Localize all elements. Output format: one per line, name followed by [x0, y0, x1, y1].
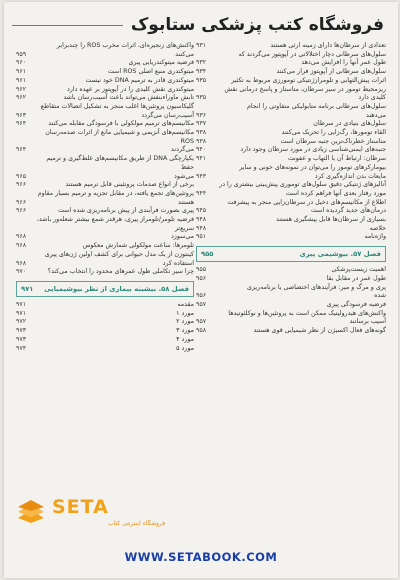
toc-entry-page: ۹۴۸	[196, 216, 207, 224]
header-rule	[12, 25, 123, 26]
toc-entry-text: گونه‌های فعال اکسیژن از نظر شیمیایی قوی هستند	[253, 327, 386, 335]
toc-entry	[16, 233, 194, 242]
chapter-57-heading	[196, 246, 386, 262]
toc-entry-page: ۹۷۳	[16, 327, 27, 335]
toc-entry-page: ۹۴۴	[196, 189, 207, 197]
toc-entry	[16, 42, 194, 51]
toc-entry-page: ۹۳۲	[196, 59, 207, 67]
toc-entry	[16, 146, 194, 155]
toc-entry-page: ۹۶۱	[16, 76, 27, 84]
toc-entry	[16, 327, 194, 336]
toc-entry	[16, 336, 194, 345]
toc-entry-text: درمان‌های جدید گردیده است	[310, 207, 386, 215]
toc-entry	[196, 292, 386, 301]
toc-entry-page: ۹۳۸	[196, 129, 207, 137]
toc-entry-page: ۹۵۷	[196, 318, 207, 326]
toc-entry	[16, 301, 194, 310]
toc-entry-page: ۹۳۵	[196, 76, 207, 84]
toc-entry-text: واکنش‌های زنجیره‌ای، اثرات مخرب ROS را چندبرابر	[56, 42, 194, 49]
toc-right-list	[196, 42, 386, 242]
toc-entry	[196, 86, 386, 95]
toc-entry-text: آسیب برسانند	[349, 318, 386, 326]
toc-entry	[196, 77, 386, 86]
chapter-58-heading	[16, 281, 194, 297]
toc-entry-page: ۹۶۸	[16, 242, 27, 250]
toc-entry	[196, 146, 386, 155]
toc-entry-text: پروتئین‌های تجمع یافته، در مقابل تجزیه و ترمیم بسیار مقاوم	[37, 189, 194, 197]
toc-entry	[196, 120, 386, 129]
toc-entry-text: میتوکندری نقش کلیدی را در آپوپتوز بر عهده دارد	[66, 85, 194, 93]
toc-left-list-2	[16, 301, 194, 353]
toc-entry-text: ریزمحیط تومور در سیر سرطان، متاستاز و پاسخ درمانی نقش	[224, 85, 386, 93]
toc-entry-text: سلول‌های بنیادی در سرطان	[313, 120, 386, 128]
page-title: فروشگاه کتب پزشکی ستابوک	[130, 15, 384, 35]
toc-entry-text: مورد ۳	[176, 327, 194, 335]
toc-left-list	[16, 42, 194, 277]
toc-entry-text: طول عمر در مقابل بقا	[326, 274, 386, 282]
toc-entry-text: پری و مرگ و میر: فرآیندهای اختصاصی یا برنامه‌ریزی	[247, 283, 386, 291]
toc-entry	[16, 103, 194, 112]
toc-entry-page: ۹۶۲	[16, 85, 27, 93]
toc-entry-page: ۹۵۸	[196, 327, 207, 335]
toc-entry	[16, 268, 194, 277]
toc-entry-page: ۹۶۱	[16, 68, 27, 76]
toc-entry-page: ۹۶۲	[16, 94, 27, 102]
toc-entry-text: تلومرها: ساعت مولکولی شمارش معکوس	[82, 242, 194, 250]
toc-entry-text: واکنش‌های هیدرولیتیک ممکن است به پروتئین‌ها و نوکلئوتیدها	[228, 309, 386, 317]
chapter-57-title: فصل ۵۷. بیوشیمی پیری	[299, 250, 381, 259]
toc-entry	[196, 164, 386, 173]
toc-entry-page: ۹۴۱	[196, 155, 207, 163]
toc-entry	[196, 207, 386, 216]
toc-entry-text: می‌شود	[174, 172, 194, 180]
toc-entry	[16, 59, 194, 68]
chapter-57-page: ۹۵۵	[201, 250, 214, 259]
toc-entry-text: اهمیت زیست‌پزشکی	[331, 266, 386, 274]
toc-entry-text: کلیدی دارد	[358, 94, 386, 102]
toc-entry	[196, 266, 386, 275]
toc-entry-text: می‌سوزد	[171, 233, 194, 241]
toc-entry	[16, 207, 194, 216]
toc-entry	[196, 155, 386, 164]
toc-entry-page: ۹۶۰	[16, 59, 27, 67]
toc-entry-text: سلول‌های سرطانی از آپوپتوز فرار می‌کنند	[276, 68, 386, 76]
toc-entry	[196, 103, 386, 112]
toc-entry	[196, 173, 386, 182]
toc-entry	[196, 68, 386, 77]
book-page	[4, 2, 398, 578]
toc-entry	[196, 190, 386, 199]
logo-brand: SETA	[52, 496, 109, 518]
toc-entry-text: واژه‌نامه	[364, 233, 386, 241]
toc-entry	[196, 112, 386, 121]
toc-right-column	[196, 42, 386, 336]
toc-entry-page: ۹۴۸	[196, 224, 207, 232]
toc-entry-text: میتوکندری قادر به ترمیم DNA خود نیست	[85, 76, 194, 84]
page-header	[12, 10, 384, 40]
toc-entry-page: ۹۶۴	[16, 146, 27, 154]
toc-entry	[16, 173, 194, 182]
toc-entry-page: ۹۷۴	[16, 344, 27, 352]
toc-entry-text: مایعات بدن اندازه‌گیری کرد	[314, 172, 386, 180]
toc-entry-page: ۹۵۵	[196, 266, 207, 274]
toc-entry	[16, 216, 194, 233]
toc-entry-text: پیری بصورت فرآیندی از پیش برنامه‌ریزی شده است	[57, 207, 194, 215]
toc-entry-text: تابش ماوراءبنفش می‌تواند باعث آسیب‌رسان باشد	[63, 94, 194, 102]
toc-entry-page: ۹۶۶	[16, 198, 27, 206]
toc-entry-page: ۹۴۰	[196, 146, 207, 154]
toc-entry-text: شده	[374, 292, 386, 300]
toc-entry-page: ۹۳۱	[196, 42, 207, 49]
toc-entry-text: آنالیزهای ژنتیکی دقیق سلول‌های توموری پیش‌بینی بیشتری را در	[219, 181, 386, 189]
toc-entry	[16, 86, 194, 95]
toc-entry-text: مورد ۴	[176, 335, 194, 343]
toc-entry	[196, 94, 386, 103]
toc-entry-text: بسیاری از سرطان‌ها قابل پیشگیری هستند	[275, 216, 386, 224]
toc-entry-text: مکانیسم‌های آنزیمی و شیمیایی مانع از اثرات صدمه‌رسان ROS	[45, 129, 194, 145]
toc-entry-text: استفاده کرد	[162, 259, 194, 267]
toc-entry-text: اثرات پیش‌التهابی و تلومراز‌ژنتیکی تومورزی مربوط به تکثیر	[231, 76, 386, 84]
toc-entry-text: می‌دهند	[366, 111, 386, 119]
toc-entry-text: مورد ۵	[176, 344, 194, 352]
toc-entry-page: ۹۴۳	[196, 172, 207, 180]
toc-entry-page: ۹۶۳	[16, 111, 27, 119]
toc-entry	[16, 190, 194, 199]
toc-entry-text: القاء تومورها، رگ‌زایی را تحریک می‌کنند	[281, 129, 386, 137]
toc-entry-text: مورد ۱	[176, 309, 194, 317]
toc-entry-text: جنبه‌های ایمنی‌شناسی زیادی در مورد سرطان وجود دارد	[240, 146, 386, 154]
toc-entry	[16, 51, 194, 60]
setabook-logo	[16, 494, 176, 534]
toc-entry	[196, 225, 386, 234]
toc-entry	[196, 216, 386, 225]
toc-entry	[16, 94, 194, 103]
toc-entry-page: ۹۶۸	[16, 233, 27, 241]
toc-entry-text: کینتوزن از یک مدل حیوانی برای کشف اولین ژن‌های پیری	[44, 250, 194, 258]
toc-entry-page: ۹۷۱	[16, 309, 27, 317]
toc-entry-text: سرطان: ارتباط آن با التهاب و عفونت	[287, 155, 386, 163]
toc-entry-page: ۹۵۱	[196, 233, 207, 241]
toc-entry-page: ۹۵۶	[196, 274, 207, 282]
toc-entry	[196, 138, 386, 147]
toc-entry-text: فرضیه تلومر/تلومراز پیری، هرقدر شمع بیشتر شعله‌ور باشد، سریع‌تر	[36, 216, 194, 232]
toc-left-column	[16, 42, 194, 353]
toc-entry	[16, 251, 194, 260]
toc-entry-text: متاستاز خطرناک‌ترین جنبه سرطان است	[280, 137, 386, 145]
toc-entry-page: ۹۵۹	[16, 50, 27, 58]
logo-tagline: فروشگاه اینترنتی کتاب	[108, 520, 166, 527]
toc-entry	[196, 233, 386, 242]
toc-entry	[196, 301, 386, 310]
toc-entry-page: ۹۴۵	[196, 207, 207, 215]
toc-entry-text: تعدادی از سرطان‌ها دارای زمینه ارثی هستند	[270, 42, 386, 49]
book-stack-icon	[16, 500, 46, 524]
toc-entry-text: سلول‌های سرطانی دچار اختلالاتی در آپوپتوز می‌گردند که	[238, 50, 386, 58]
toc-right-list-2	[196, 266, 386, 336]
chapter-58-page: ۹۷۱	[21, 284, 34, 293]
toc-entry-text: اطلاع از مکانیسم‌های دخیل در سرطان‌زایی منجر به پیشرفت	[227, 198, 386, 206]
toc-entry	[196, 181, 386, 190]
toc-entry-text: می‌گردند	[171, 146, 194, 154]
toc-entry-page: ۹۶۵	[16, 172, 27, 180]
toc-entry	[16, 310, 194, 319]
toc-entry	[16, 155, 194, 172]
toc-entry-page: ۹۳۴	[196, 68, 207, 76]
toc-entry-page: ۹۷۰	[16, 268, 27, 276]
toc-entry-page: ۹۶۸	[16, 259, 27, 267]
toc-entry-text: میتوکندری منبع اصلی ROS است	[107, 68, 194, 76]
toc-entry-page: ۹۶۶	[16, 181, 27, 189]
toc-entry	[196, 59, 386, 68]
toc-entry	[16, 242, 194, 251]
toc-entry-text: آسیب‌رسان می‌گردد	[141, 111, 194, 119]
toc-entry-page: ۹۷۲	[16, 318, 27, 326]
toc-entry-text: مورد رفتار بعدی آنها فراهم کرده است	[285, 189, 386, 197]
toc-entry	[196, 129, 386, 138]
toc-entry-page: ۹۶۴	[16, 120, 27, 128]
toc-entry-page: ۹۳۶	[196, 111, 207, 119]
toc-entry	[16, 260, 194, 269]
toc-entry-text: یکپارچگی DNA از طریق مکانیسم‌های غلط‌گیری و ترمیم حفظ	[46, 155, 194, 171]
toc-entry-page: ۹۳۷	[196, 120, 207, 128]
toc-entry	[16, 120, 194, 129]
toc-entry-text: مقدمه	[177, 300, 194, 308]
toc-entry-text: مورد ۲	[176, 318, 194, 326]
toc-entry	[16, 77, 194, 86]
toc-entry-text: طول عمر آنها را افزایش می‌دهد	[301, 59, 386, 67]
toc-entry	[16, 129, 194, 146]
toc-entry	[196, 275, 386, 284]
toc-entry-page: ۹۳۸	[196, 137, 207, 145]
toc-entry	[16, 318, 194, 327]
toc-entry-text: گلیکاسیون پروتئین‌ها اغلب منجر به تشکیل اتصالات متقاطع	[40, 102, 194, 110]
toc-entry-text: هستند	[177, 198, 194, 206]
toc-entry-text: مکانیسم‌های ترمیم مولکولی با فرسودگی مقابله می‌کنند	[48, 120, 194, 128]
toc-entry-text: چرا سیر تکاملی طول عمرهای محدود را انتخاب می‌کند؟	[47, 268, 194, 276]
toc-entry-text: می‌کنند	[175, 50, 194, 58]
toc-entry-text: سلول‌های سرطانی برنامه متابولیکی متفاوتی را انجام	[246, 102, 386, 110]
toc-entry-page: ۹۳۵	[196, 94, 207, 102]
toc-entry-page: ۹۵۷	[196, 300, 207, 308]
toc-entry-text: برخی از انواع صدمات پروتئینی قابل ترمیم هستند	[65, 181, 194, 189]
toc-entry-text: فرضیه میتوکندریایی پیری	[128, 59, 194, 67]
footer-url[interactable]: WWW.SETABOOK.COM	[124, 550, 278, 564]
toc-entry-page: ۹۷۳	[16, 335, 27, 343]
toc-entry	[16, 68, 194, 77]
toc-entry	[196, 42, 386, 51]
toc-entry	[16, 181, 194, 190]
toc-entry	[196, 327, 386, 336]
toc-entry	[196, 284, 386, 293]
toc-entry-text: فرضیه فرسودگی پیری	[326, 300, 386, 308]
toc-entry	[196, 318, 386, 327]
toc-entry-page: ۹۶۶	[16, 207, 27, 215]
toc-entry-text: بیومارکرهای تومور را می‌توان در نمونه‌های خونی و سایر	[239, 163, 386, 171]
toc-entry	[16, 345, 194, 354]
toc-entry-page: ۹۷۱	[16, 300, 27, 308]
chapter-58-title: فصل ۵۸. بیشینه بیماری از نظر بیوشیمیایی	[44, 284, 189, 293]
toc-entry-text: خلاصه	[369, 224, 386, 232]
toc-entry-page: ۹۵۶	[196, 292, 207, 300]
